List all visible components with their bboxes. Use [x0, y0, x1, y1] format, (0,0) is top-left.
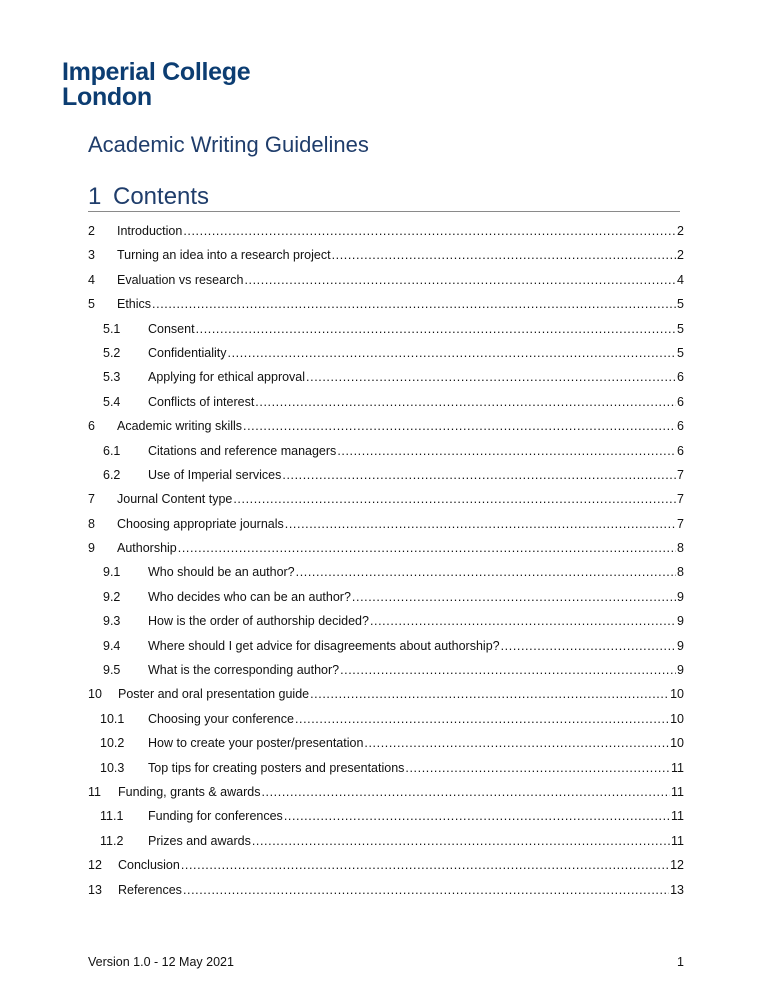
toc-dot-leader — [364, 734, 669, 752]
toc-entry-page: 8 — [677, 541, 684, 556]
toc-entry[interactable] — [88, 515, 684, 539]
toc-dot-leader — [152, 295, 676, 313]
toc-entry-page: 2 — [677, 224, 684, 238]
toc-entry-page: 10 — [670, 711, 684, 726]
toc-dot-leader — [370, 612, 676, 630]
toc-entry-number: 9.1 — [103, 565, 121, 580]
toc-entry-page: 7 — [677, 492, 684, 507]
toc-entry-number: 2 — [88, 224, 95, 238]
toc-dot-leader — [282, 466, 676, 484]
toc-dot-leader — [181, 856, 669, 874]
toc-entry-page: 9 — [677, 663, 684, 678]
toc-entry-page: 2 — [677, 248, 684, 263]
toc-entry[interactable] — [88, 807, 684, 831]
toc-entry-label[interactable]: Where should I get advice for disagreements about authorship? — [148, 638, 500, 653]
toc-dot-leader — [261, 783, 670, 801]
toc-entry-number: 7 — [88, 492, 95, 507]
toc-entry[interactable] — [88, 832, 684, 856]
toc-entry-page: 11 — [671, 809, 684, 824]
toc-entry-number: 3 — [88, 248, 95, 263]
toc-entry-number: 13 — [88, 882, 102, 897]
toc-dot-leader — [252, 832, 670, 850]
toc-dot-leader — [405, 759, 670, 777]
toc-entry-page: 6 — [677, 419, 684, 434]
toc-entry[interactable] — [88, 490, 684, 514]
toc-entry-label[interactable]: Choosing appropriate journals — [117, 516, 284, 531]
toc-entry-page: 5 — [677, 321, 684, 336]
toc-entry-number: 9.5 — [103, 663, 121, 678]
toc-entry[interactable] — [88, 856, 684, 880]
toc-entry[interactable] — [88, 466, 684, 490]
toc-entry-page: 8 — [677, 565, 684, 580]
table-of-contents — [88, 222, 684, 905]
toc-entry[interactable] — [88, 295, 684, 319]
toc-entry-label[interactable]: Confidentiality — [148, 345, 227, 360]
toc-dot-leader — [244, 271, 676, 289]
logo-line-2: London — [62, 83, 152, 111]
toc-entry[interactable] — [88, 271, 684, 295]
toc-dot-leader — [310, 685, 669, 703]
toc-entry-label[interactable]: Applying for ethical approval — [148, 370, 306, 385]
toc-dot-leader — [296, 563, 676, 581]
toc-entry-label[interactable]: Ethics — [117, 297, 152, 312]
footer-version: Version 1.0 - 12 May 2021 — [88, 955, 234, 969]
toc-entry-page: 10 — [670, 736, 684, 751]
toc-entry-page: 5 — [677, 297, 684, 312]
toc-entry[interactable] — [88, 539, 684, 563]
toc-entry-page: 6 — [677, 394, 684, 409]
toc-entry-label[interactable]: Funding, grants & awards — [118, 784, 261, 799]
toc-entry-page: 10 — [670, 687, 684, 702]
toc-dot-leader — [285, 515, 676, 533]
toc-entry-page: 13 — [670, 882, 684, 897]
toc-dot-leader — [233, 490, 676, 508]
document-title: Academic Writing Guidelines — [88, 132, 369, 157]
toc-entry-page: 4 — [677, 272, 684, 287]
toc-dot-leader — [243, 417, 676, 435]
toc-entry-number: 11.1 — [100, 809, 124, 824]
toc-entry-number: 6.1 — [103, 443, 121, 458]
toc-entry-page: 12 — [670, 858, 684, 873]
toc-entry-label[interactable]: Authorship — [117, 541, 177, 556]
toc-dot-leader — [295, 710, 669, 728]
footer-page-number: 1 — [677, 955, 684, 969]
toc-entry[interactable] — [88, 222, 684, 246]
toc-entry-number: 9.4 — [103, 638, 121, 653]
toc-entry-label[interactable]: Journal Content type — [117, 492, 233, 507]
toc-entry-page: 5 — [677, 345, 684, 360]
toc-entry[interactable] — [88, 881, 684, 905]
toc-entry[interactable] — [88, 442, 684, 466]
toc-entry[interactable] — [88, 783, 684, 807]
toc-entry[interactable] — [88, 612, 684, 636]
toc-dot-leader — [501, 637, 676, 655]
toc-entry[interactable] — [88, 637, 684, 661]
toc-entry[interactable] — [88, 393, 684, 417]
toc-entry-label[interactable]: Top tips for creating posters and presentations — [148, 760, 405, 775]
toc-entry-number: 11.2 — [100, 833, 124, 848]
toc-entry-number: 5.2 — [103, 345, 121, 360]
toc-entry-label[interactable]: Funding for conferences — [148, 809, 283, 824]
toc-entry-number: 9 — [88, 541, 95, 556]
toc-entry[interactable] — [88, 368, 684, 392]
toc-entry-number: 10.2 — [100, 736, 125, 751]
toc-entry-label[interactable]: Turning an idea into a research project — [117, 248, 331, 263]
toc-entry-label[interactable]: How is the order of authorship decided? — [148, 614, 369, 629]
toc-entry-label[interactable]: Citations and reference managers — [148, 443, 337, 458]
toc-entry[interactable] — [88, 685, 684, 709]
toc-entry[interactable] — [88, 588, 684, 612]
toc-entry-page: 9 — [677, 614, 684, 629]
toc-entry-page: 11 — [671, 760, 684, 775]
toc-entry-label[interactable]: Use of Imperial services — [148, 467, 282, 482]
toc-entry-number: 5 — [88, 297, 95, 312]
toc-entry-label[interactable]: Introduction — [117, 224, 183, 238]
toc-entry-page: 6 — [677, 443, 684, 458]
toc-entry-label[interactable]: Evaluation vs research — [117, 272, 244, 287]
toc-entry-label[interactable]: Choosing your conference — [148, 711, 294, 726]
toc-entry-number: 6 — [88, 419, 95, 434]
toc-entry-number: 8 — [88, 516, 95, 531]
toc-entry-label[interactable]: Prizes and awards — [148, 833, 251, 848]
toc-entry-number: 9.3 — [103, 614, 121, 629]
toc-dot-leader — [284, 807, 670, 825]
toc-entry-page: 11 — [671, 833, 684, 848]
toc-entry[interactable] — [88, 246, 684, 270]
toc-entry-number: 6.2 — [103, 467, 121, 482]
toc-dot-leader — [178, 539, 676, 557]
toc-entry-number: 5.3 — [103, 370, 121, 385]
toc-dot-leader — [255, 393, 676, 411]
toc-entry[interactable] — [88, 710, 684, 734]
toc-entry-number: 5.4 — [103, 394, 121, 409]
toc-entry-label[interactable]: Conflicts of interest — [148, 394, 255, 409]
toc-entry[interactable] — [88, 563, 684, 587]
toc-entry[interactable] — [88, 320, 684, 344]
toc-entry-page: 7 — [677, 467, 684, 482]
toc-entry-label[interactable]: How to create your poster/presentation — [148, 736, 364, 751]
toc-entry-label[interactable]: Conclusion — [118, 858, 180, 873]
logo-line-1: Imperial College — [62, 58, 251, 86]
toc-entry-label[interactable]: Who should be an author? — [148, 565, 295, 580]
toc-entry-number: 10 — [88, 687, 102, 702]
toc-entry[interactable] — [88, 417, 684, 441]
toc-entry-number: 11 — [88, 784, 101, 799]
toc-entry-page: 7 — [677, 516, 684, 531]
toc-entry-page: 11 — [671, 784, 684, 799]
toc-entry-page: 9 — [677, 638, 684, 653]
toc-entry[interactable] — [88, 661, 684, 685]
toc-dot-leader — [183, 881, 669, 899]
toc-dot-leader — [332, 246, 676, 264]
toc-dot-leader — [337, 442, 676, 460]
toc-dot-leader — [196, 320, 676, 338]
toc-entry-page: 6 — [677, 370, 684, 385]
toc-entry-page: 9 — [677, 589, 684, 604]
toc-entry-number: 5.1 — [103, 321, 121, 336]
toc-dot-leader — [340, 661, 676, 679]
toc-entry-label[interactable]: Who decides who can be an author? — [148, 589, 351, 604]
toc-dot-leader — [183, 222, 676, 240]
toc-entry-label[interactable]: Academic writing skills — [117, 419, 243, 434]
toc-dot-leader — [352, 588, 676, 606]
toc-entry-label[interactable]: Poster and oral presentation guide — [118, 687, 310, 702]
toc-entry-number: 10.1 — [100, 711, 125, 726]
toc-dot-leader — [228, 344, 677, 362]
toc-entry-label[interactable]: References — [118, 882, 182, 897]
toc-entry-label[interactable]: Consent — [148, 321, 195, 336]
toc-entry[interactable] — [88, 759, 684, 783]
toc-dot-leader — [306, 368, 676, 386]
toc-entry[interactable] — [88, 734, 684, 758]
toc-entry-label[interactable]: What is the corresponding author? — [148, 663, 340, 678]
toc-entry[interactable] — [88, 344, 684, 368]
toc-entry-number: 4 — [88, 272, 95, 287]
toc-entry-number: 12 — [88, 858, 102, 873]
contents-heading — [88, 183, 680, 212]
toc-entry-number: 9.2 — [103, 589, 121, 604]
toc-entry-number: 10.3 — [100, 760, 125, 775]
imperial-college-logo — [62, 60, 250, 110]
contents-heading-label: Contents — [113, 183, 210, 210]
contents-heading-number: 1 — [88, 183, 102, 210]
